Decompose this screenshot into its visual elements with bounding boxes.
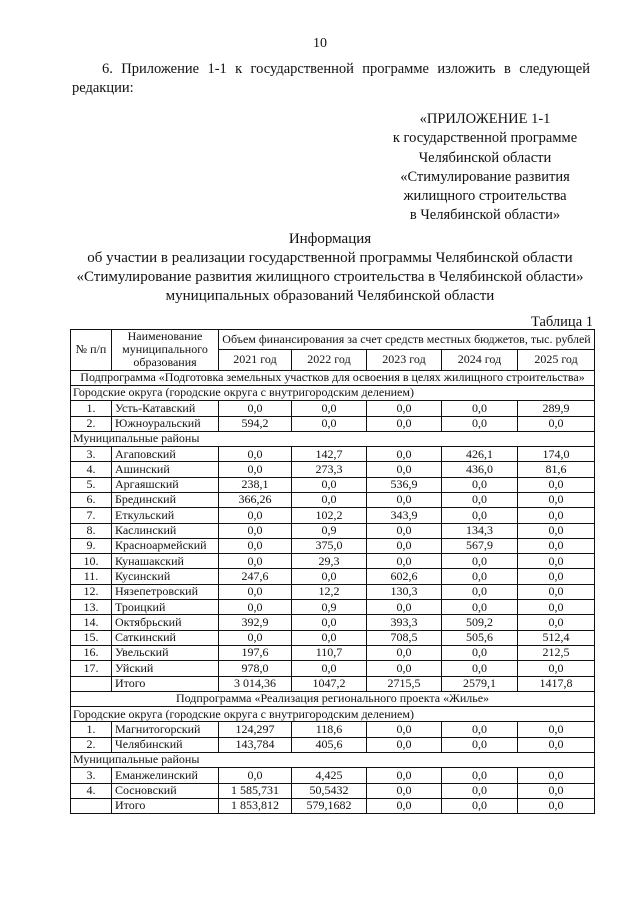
- financing-value: 3 014,36: [219, 676, 292, 691]
- municipality-name: Октябрьский: [112, 615, 219, 630]
- financing-value: 1 585,731: [219, 783, 292, 798]
- financing-value: 1417,8: [518, 676, 595, 691]
- financing-value: 0,0: [518, 768, 595, 783]
- section-row: [71, 707, 595, 722]
- financing-value: 0,0: [518, 615, 595, 630]
- header-financing: Объем финансирования за счет средств местных бюджетов, тыс. рублей: [219, 330, 595, 350]
- table-row: [71, 538, 595, 553]
- financing-value: 0,0: [367, 416, 442, 431]
- financing-value: 0,0: [367, 722, 442, 737]
- table-row: [71, 630, 595, 645]
- financing-value: 0,0: [442, 600, 518, 615]
- row-number: 5.: [71, 477, 112, 492]
- row-number: 16.: [71, 645, 112, 660]
- section-row: [71, 385, 595, 400]
- table-row: [71, 477, 595, 492]
- table-row: [71, 462, 595, 477]
- financing-value: 708,5: [367, 630, 442, 645]
- section-row: [71, 753, 595, 768]
- financing-value: 0,0: [518, 584, 595, 599]
- row-number: 2.: [71, 416, 112, 431]
- table-row: [71, 783, 595, 798]
- header-year: 2022 год: [292, 350, 367, 370]
- row-number: 17.: [71, 661, 112, 676]
- header-year: 2023 год: [367, 350, 442, 370]
- table-row: [71, 661, 595, 676]
- row-number: [71, 676, 112, 691]
- financing-value: 392,9: [219, 615, 292, 630]
- financing-value: 0,0: [442, 722, 518, 737]
- municipality-name: Каслинский: [112, 523, 219, 538]
- subprogram-row: [71, 691, 595, 706]
- financing-value: 289,9: [518, 401, 595, 416]
- financing-value: 0,0: [292, 401, 367, 416]
- financing-value: 0,0: [518, 538, 595, 553]
- financing-value: 0,0: [442, 554, 518, 569]
- financing-value: 0,0: [367, 798, 442, 813]
- table-row: [71, 523, 595, 538]
- table-row: [71, 737, 595, 752]
- subprogram-title: Подпрограмма «Подготовка земельных участков для освоения в целях жилищного строительства»: [71, 370, 595, 385]
- financing-value: 0,0: [442, 645, 518, 660]
- financing-value: 0,0: [367, 768, 442, 783]
- table-header: [71, 330, 595, 371]
- row-number: 1.: [71, 401, 112, 416]
- table-label: Таблица 1: [530, 314, 593, 330]
- row-number: 9.: [71, 538, 112, 553]
- financing-value: 0,0: [367, 737, 442, 752]
- table-row: [71, 798, 595, 813]
- financing-value: 124,297: [219, 722, 292, 737]
- financing-value: 0,0: [367, 523, 442, 538]
- financing-value: 142,7: [292, 447, 367, 462]
- financing-value: 273,3: [292, 462, 367, 477]
- financing-value: 0,0: [442, 416, 518, 431]
- financing-value: 29,3: [292, 554, 367, 569]
- financing-value: 12,2: [292, 584, 367, 599]
- financing-value: 0,0: [442, 584, 518, 599]
- appendix-line: «ПРИЛОЖЕНИЕ 1-1: [419, 111, 551, 127]
- title-line: «Стимулирование развития жилищного строительства в Челябинской области»: [76, 269, 584, 285]
- financing-value: 2715,5: [367, 676, 442, 691]
- financing-value: 0,0: [367, 538, 442, 553]
- financing-value: 81,6: [518, 462, 595, 477]
- financing-value: 212,5: [518, 645, 595, 660]
- page-number: 10: [313, 36, 327, 51]
- municipality-name: Красноармейский: [112, 538, 219, 553]
- subprogram-title: Подпрограмма «Реализация регионального проекта «Жилье»: [71, 691, 595, 706]
- table-row: [71, 645, 595, 660]
- header-name: Наименование муниципального образования: [112, 330, 219, 371]
- row-number: 2.: [71, 737, 112, 752]
- financing-value: 0,0: [518, 416, 595, 431]
- financing-value: 0,0: [219, 462, 292, 477]
- table-row: [71, 615, 595, 630]
- financing-value: 0,0: [442, 401, 518, 416]
- section-title: Городские округа (городские округа с внутригородским делением): [71, 385, 595, 400]
- header-year: 2025 год: [518, 350, 595, 370]
- financing-value: 0,0: [442, 508, 518, 523]
- financing-value: 247,6: [219, 569, 292, 584]
- financing-value: 0,0: [219, 508, 292, 523]
- financing-value: 0,0: [518, 508, 595, 523]
- document-title: [40, 230, 620, 306]
- table-row: [71, 447, 595, 462]
- financing-value: 1047,2: [292, 676, 367, 691]
- financing-value: 0,0: [518, 737, 595, 752]
- financing-value: 0,0: [518, 783, 595, 798]
- table-row: [71, 768, 595, 783]
- financing-value: 0,0: [518, 600, 595, 615]
- header-num: № п/п: [71, 330, 112, 371]
- section-title: Муниципальные районы: [71, 753, 595, 768]
- financing-value: 366,26: [219, 492, 292, 507]
- financing-value: 512,4: [518, 630, 595, 645]
- title-line: об участии в реализации государственной программы Челябинской области: [87, 250, 573, 266]
- financing-value: 567,9: [442, 538, 518, 553]
- row-number: 4.: [71, 462, 112, 477]
- financing-value: 0,0: [367, 492, 442, 507]
- municipality-name: Сосновский: [112, 783, 219, 798]
- row-number: 6.: [71, 492, 112, 507]
- financing-value: 0,0: [219, 447, 292, 462]
- financing-value: 0,0: [518, 569, 595, 584]
- financing-value: 0,0: [367, 554, 442, 569]
- financing-value: 0,0: [219, 584, 292, 599]
- section-title: Муниципальные районы: [71, 431, 595, 446]
- intro-paragraph: 6. Приложение 1-1 к государственной программе изложить в следующей редакции:: [72, 61, 590, 96]
- table-row: [71, 492, 595, 507]
- title-line: муниципальных образований Челябинской области: [165, 288, 495, 304]
- municipality-name: Уйский: [112, 661, 219, 676]
- financing-value: 426,1: [442, 447, 518, 462]
- row-number: 11.: [71, 569, 112, 584]
- financing-value: 0,0: [518, 523, 595, 538]
- financing-value: 0,0: [292, 477, 367, 492]
- appendix-line: Челябинской области: [418, 149, 552, 166]
- table-row: [71, 401, 595, 416]
- financing-value: 0,0: [292, 416, 367, 431]
- subprogram-row: [71, 370, 595, 385]
- header-year: 2021 год: [219, 350, 292, 370]
- row-number: [71, 798, 112, 813]
- financing-value: 0,0: [219, 401, 292, 416]
- municipality-name: Усть-Катавский: [112, 401, 219, 416]
- financing-table: [70, 329, 595, 814]
- municipality-name: Еткульский: [112, 508, 219, 523]
- table-row: [71, 554, 595, 569]
- row-number: 10.: [71, 554, 112, 569]
- financing-value: 197,6: [219, 645, 292, 660]
- financing-value: 0,0: [442, 783, 518, 798]
- financing-value: 0,0: [367, 462, 442, 477]
- financing-value: 50,5432: [292, 783, 367, 798]
- row-number: 8.: [71, 523, 112, 538]
- financing-value: 393,3: [367, 615, 442, 630]
- financing-value: 238,1: [219, 477, 292, 492]
- financing-value: 0,0: [219, 630, 292, 645]
- financing-value: 0,0: [518, 477, 595, 492]
- table-body: [71, 370, 595, 814]
- row-number: 3.: [71, 447, 112, 462]
- municipality-name: Магнитогорский: [112, 722, 219, 737]
- financing-value: 0,0: [442, 768, 518, 783]
- financing-value: 0,0: [442, 798, 518, 813]
- financing-value: 0,0: [518, 492, 595, 507]
- financing-value: 1 853,812: [219, 798, 292, 813]
- row-number: 14.: [71, 615, 112, 630]
- municipality-name: Брединский: [112, 492, 219, 507]
- appendix-line: жилищного строительства: [403, 188, 567, 205]
- financing-value: 0,0: [219, 523, 292, 538]
- financing-value: 978,0: [219, 661, 292, 676]
- municipality-name: Еманжелинский: [112, 768, 219, 783]
- municipality-name: Кусинский: [112, 569, 219, 584]
- financing-value: 509,2: [442, 615, 518, 630]
- appendix-line: в Челябинской области»: [409, 207, 561, 224]
- financing-value: 0,0: [442, 661, 518, 676]
- section-title: Городские округа (городские округа с внутригородским делением): [71, 707, 595, 722]
- financing-value: 343,9: [367, 508, 442, 523]
- table-row: [71, 584, 595, 599]
- section-row: [71, 431, 595, 446]
- financing-value: 0,0: [219, 554, 292, 569]
- financing-value: 0,0: [292, 661, 367, 676]
- financing-value: 0,0: [518, 661, 595, 676]
- municipality-name: Челябинский: [112, 737, 219, 752]
- table-row: [71, 676, 595, 691]
- row-number: 3.: [71, 768, 112, 783]
- financing-value: 0,0: [292, 615, 367, 630]
- financing-value: 110,7: [292, 645, 367, 660]
- municipality-name: Саткинский: [112, 630, 219, 645]
- financing-value: 0,0: [367, 783, 442, 798]
- financing-value: 602,6: [367, 569, 442, 584]
- table-row: [71, 722, 595, 737]
- financing-value: 594,2: [219, 416, 292, 431]
- financing-value: 0,0: [442, 737, 518, 752]
- table-row: [71, 416, 595, 431]
- row-number: 15.: [71, 630, 112, 645]
- municipality-name: Южноуральский: [112, 416, 219, 431]
- financing-value: 579,1682: [292, 798, 367, 813]
- municipality-name: Агаповский: [112, 447, 219, 462]
- row-number: 13.: [71, 600, 112, 615]
- financing-value: 0,0: [219, 600, 292, 615]
- financing-value: 143,784: [219, 737, 292, 752]
- financing-value: 130,3: [367, 584, 442, 599]
- appendix-header: [370, 110, 600, 226]
- municipality-name: Итого: [112, 798, 219, 813]
- financing-value: 0,0: [219, 768, 292, 783]
- table-row: [71, 508, 595, 523]
- municipality-name: Увельский: [112, 645, 219, 660]
- financing-value: 405,6: [292, 737, 367, 752]
- financing-value: 0,0: [292, 569, 367, 584]
- financing-value: 118,6: [292, 722, 367, 737]
- financing-value: 4,425: [292, 768, 367, 783]
- row-number: 4.: [71, 783, 112, 798]
- financing-value: 0,0: [367, 600, 442, 615]
- financing-value: 0,0: [367, 661, 442, 676]
- title-line: Информация: [288, 231, 372, 247]
- municipality-name: Кунашакский: [112, 554, 219, 569]
- municipality-name: Аргаяшский: [112, 477, 219, 492]
- table-row: [71, 600, 595, 615]
- financing-value: 0,0: [442, 569, 518, 584]
- table-row: [71, 569, 595, 584]
- municipality-name: Троицкий: [112, 600, 219, 615]
- financing-value: 0,0: [292, 630, 367, 645]
- financing-value: 0,0: [442, 492, 518, 507]
- financing-value: 2579,1: [442, 676, 518, 691]
- row-number: 1.: [71, 722, 112, 737]
- financing-value: 505,6: [442, 630, 518, 645]
- financing-value: 536,9: [367, 477, 442, 492]
- financing-value: 0,0: [219, 538, 292, 553]
- financing-value: 436,0: [442, 462, 518, 477]
- financing-value: 0,0: [367, 447, 442, 462]
- financing-value: 102,2: [292, 508, 367, 523]
- financing-value: 0,9: [292, 523, 367, 538]
- financing-value: 0,0: [292, 492, 367, 507]
- financing-value: 0,0: [518, 722, 595, 737]
- financing-value: 174,0: [518, 447, 595, 462]
- appendix-line: к государственной программе: [392, 130, 578, 147]
- financing-value: 0,0: [367, 401, 442, 416]
- municipality-name: Итого: [112, 676, 219, 691]
- financing-value: 0,0: [518, 798, 595, 813]
- row-number: 12.: [71, 584, 112, 599]
- municipality-name: Нязепетровский: [112, 584, 219, 599]
- financing-value: 134,3: [442, 523, 518, 538]
- financing-value: 0,9: [292, 600, 367, 615]
- appendix-line: «Стимулирование развития: [400, 168, 570, 185]
- financing-value: 0,0: [518, 554, 595, 569]
- financing-value: 375,0: [292, 538, 367, 553]
- row-number: 7.: [71, 508, 112, 523]
- header-year: 2024 год: [442, 350, 518, 370]
- municipality-name: Ашинский: [112, 462, 219, 477]
- financing-value: 0,0: [442, 477, 518, 492]
- financing-value: 0,0: [367, 645, 442, 660]
